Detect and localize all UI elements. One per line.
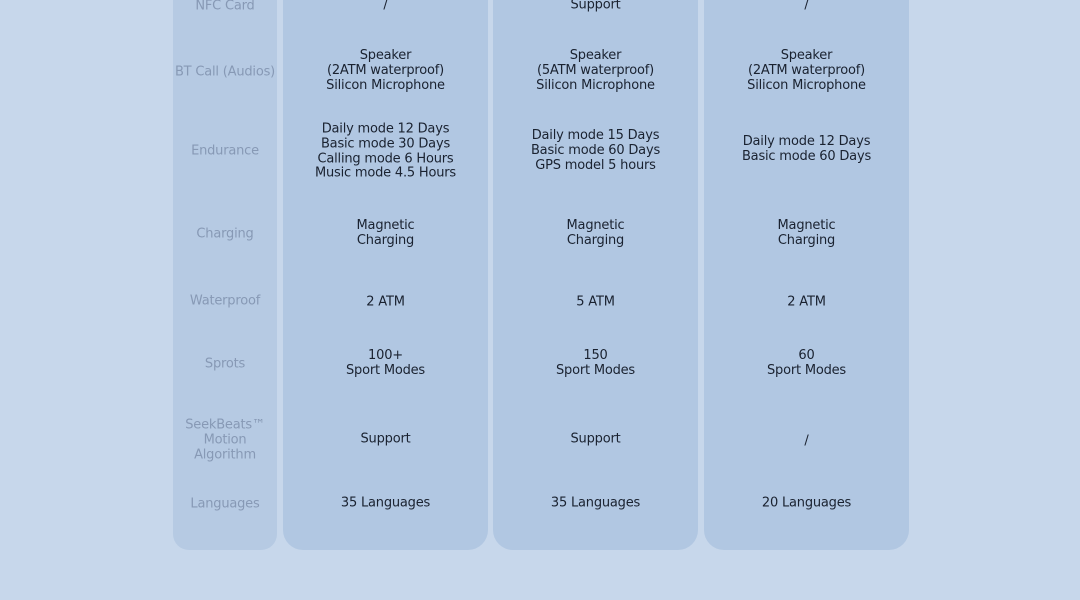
product-column-3 [704, 0, 909, 550]
value-sports: 100+ Sport Modes [345, 348, 426, 378]
value-seekbeats: Support [360, 431, 411, 447]
row-label-endurance: Endurance [191, 143, 259, 159]
value-languages: 20 Languages [761, 495, 852, 511]
value-bt-call: Speaker (2ATM waterproof) Silicon Microphone [326, 47, 445, 93]
value-charging: Magnetic Charging [777, 218, 836, 248]
value-waterproof: 5 ATM [576, 294, 615, 310]
value-seekbeats: Support [570, 431, 621, 447]
product-column-1 [283, 0, 488, 550]
value-nfc-card: Support [570, 0, 621, 13]
spec-label-column [173, 0, 277, 550]
value-endurance: Daily mode 12 Days Basic mode 60 Days [741, 134, 872, 164]
value-charging: Magnetic Charging [356, 218, 415, 248]
value-waterproof: 2 ATM [366, 294, 405, 310]
value-nfc-card: / [804, 0, 809, 13]
value-waterproof: 2 ATM [787, 294, 826, 310]
value-endurance: Daily mode 12 Days Basic mode 30 Days Calling mode 6 Hours Music mode 4.5 Hours [314, 121, 456, 181]
row-label-bt-call: BT Call (Audios) [174, 64, 276, 80]
row-label-languages: Languages [190, 496, 260, 512]
value-bt-call: Speaker (5ATM waterproof) Silicon Microphone [536, 47, 655, 93]
row-label-seekbeats: SeekBeats™ Motion Algorithm [185, 417, 265, 463]
row-label-sports: Sprots [204, 356, 246, 372]
value-endurance: Daily mode 15 Days Basic mode 60 Days GPS model 5 hours [530, 127, 661, 173]
row-label-nfc-card: NFC Card [195, 0, 255, 14]
value-sports: 150 Sport Modes [555, 348, 636, 378]
value-sports: 60 Sport Modes [766, 348, 847, 378]
value-languages: 35 Languages [340, 495, 431, 511]
value-nfc-card: / [383, 0, 388, 13]
row-label-charging: Charging [196, 226, 254, 242]
product-column-2 [493, 0, 698, 550]
value-seekbeats: / [804, 433, 809, 449]
value-bt-call: Speaker (2ATM waterproof) Silicon Microphone [747, 47, 866, 93]
value-charging: Magnetic Charging [566, 218, 625, 248]
row-label-waterproof: Waterproof [189, 293, 261, 309]
value-languages: 35 Languages [550, 495, 641, 511]
